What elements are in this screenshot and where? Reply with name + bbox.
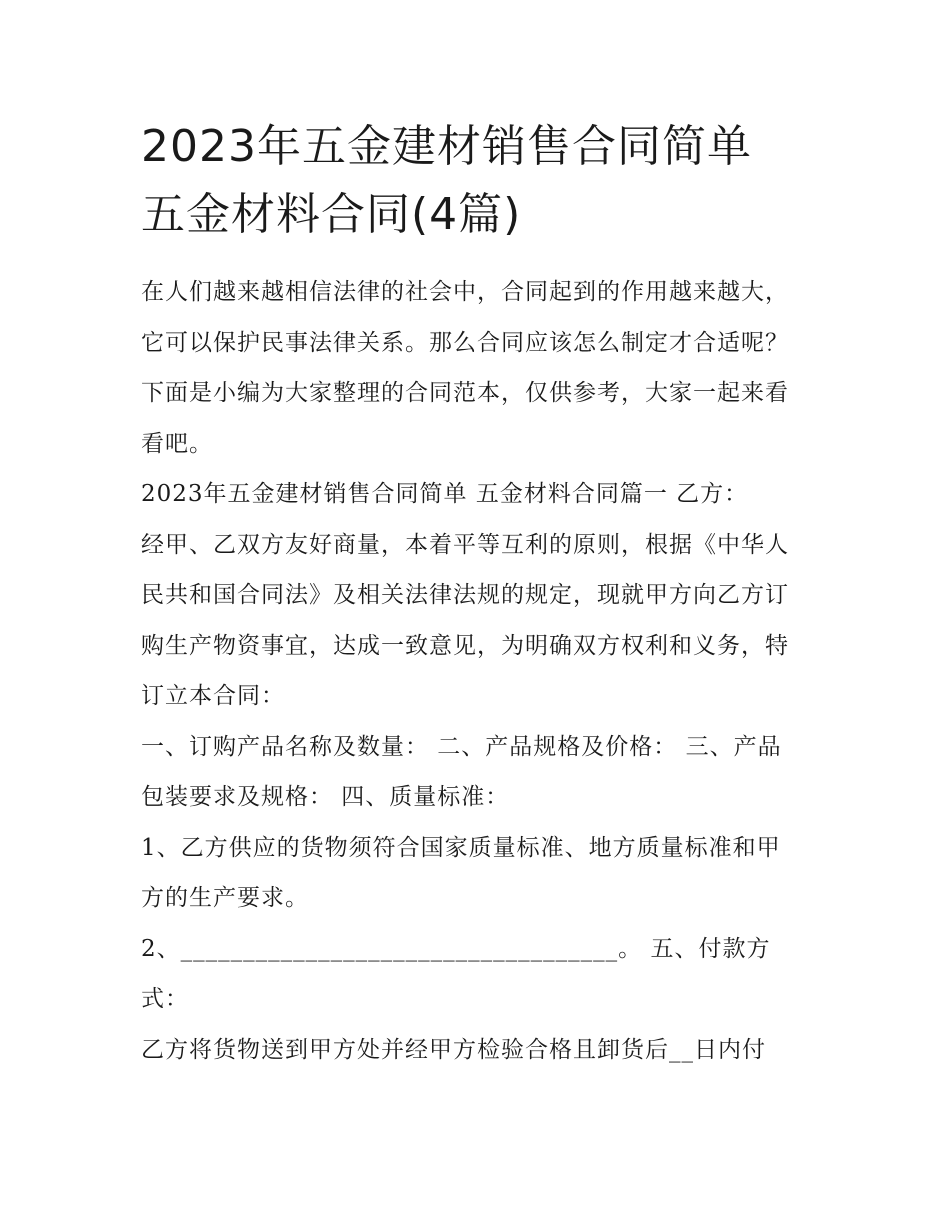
text-line: 包装要求及规格： 四、质量标准： [141,784,510,810]
intro-paragraph [141,267,821,469]
text-line: 它可以保护民事法律关系。那么合同应该怎么制定才合适呢？ [141,329,789,356]
text-line: 民共和国合同法》及相关法律法规的规定，现就甲方向乙方订 [141,582,789,608]
text-line: 式： [141,986,189,1012]
document-title [141,113,821,249]
text-line: 2、___________________________________。 五、付款方 [141,935,771,962]
text-line: 经甲、乙双方友好商量，本着平等互利的原则，根据《中华人 [141,531,789,558]
preamble-paragraph [141,520,821,722]
title-line: 2023年五金建材销售合同简单 [141,121,752,172]
text-line: 方的生产要求。 [141,885,309,911]
text-line: 一、订购产品名称及数量： 二、产品规格及价格： 三、产品 [141,733,782,760]
section-heading [141,469,821,520]
quality-clause-1 [141,823,821,924]
payment-paragraph [141,1025,821,1076]
text-line: 乙方将货物送到甲方处并经甲方检验合格且卸货后__日内付 [141,1036,766,1063]
text-line: 下面是小编为大家整理的合同范本，仅供参考，大家一起来看 [141,380,789,406]
clauses-paragraph [141,722,821,823]
text-line: 看吧。 [141,430,213,457]
text-line: 2023年五金建材销售合同简单 五金材料合同篇一 乙方： [141,481,749,507]
quality-clause-2 [141,924,821,1025]
text-line: 1、乙方供应的货物须符合国家质量标准、地方质量标准和甲 [141,834,781,861]
text-line: 购生产物资事宜，达成一致意见，为明确双方权利和义务，特 [141,632,789,659]
text-line: 订立本合同： [141,683,285,709]
title-line: 五金材料合同(4篇) [141,189,522,240]
text-line: 在人们越来越相信法律的社会中，合同起到的作用越来越大， [141,279,789,305]
document-body [141,113,821,1075]
